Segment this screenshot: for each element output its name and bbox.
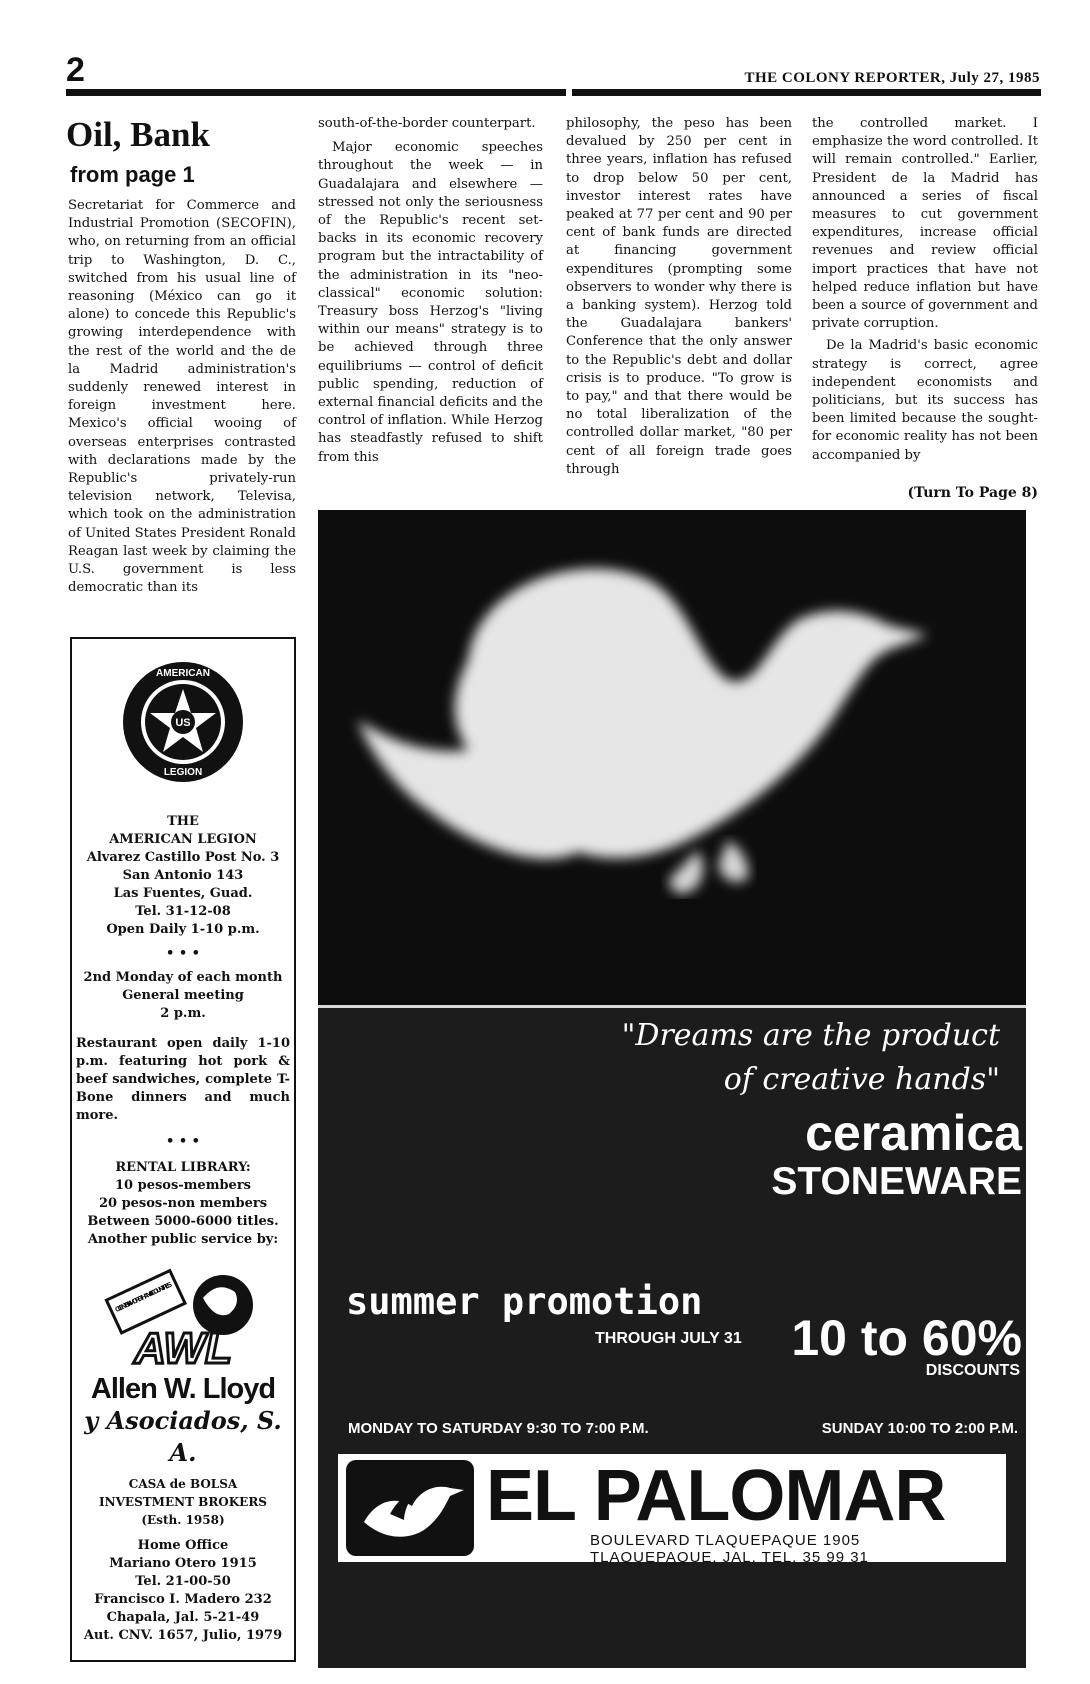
legion-line-12: RENTAL LIBRARY: (115, 1160, 251, 1175)
awl-addr2: Francisco I. Madero 232 (94, 1592, 272, 1607)
seal-center: US (175, 717, 191, 729)
weekday-hours: MONDAY TO SATURDAY 9:30 TO 7:00 P.M. (348, 1420, 649, 1437)
discount-percent: 10 to 60% (791, 1310, 1022, 1366)
awl-logo-text: AWL (134, 1324, 232, 1373)
column-4-text-2: De la Madrid's basic economic strategy is correct, agree independent economists and politicians, but its success has been limited because the sought-for economic reality has not been accompanied by (812, 338, 1038, 463)
awl-tel: Tel. 21-00-50 (135, 1574, 231, 1589)
legion-line-1: THE (167, 814, 199, 829)
sunday-hours: SUNDAY 10:00 TO 2:00 P.M. (821, 1420, 1018, 1437)
ceramica-heading: ceramica (805, 1105, 1022, 1161)
legion-line-11: Restaurant open daily 1-10 p.m. featuring hot pork & beef sandwiches, complete T-Bone dinners and much more. (76, 1036, 290, 1123)
discounts-label: DISCOUNTS (925, 1362, 1020, 1379)
seal-top-text: AMERICAN (156, 668, 210, 679)
legion-line-2: AMERICAN LEGION (109, 832, 257, 847)
el-palomar-address-2: TLAQUEPAQUE, JAL. TEL. 35 99 31 (590, 1549, 869, 1566)
legion-separator-2: • • • (166, 1134, 200, 1149)
article-column-3 (566, 115, 792, 479)
page-number: 2 (66, 51, 85, 89)
column-4-text-1: the controlled market. I emphasize the word controlled. It will remain controlled." Earlier, President de la Madrid has announced a series of fiscal measures to cut government expenditures, increase official revenues and review official import practices that have not helped reduce inflation but have been a source of government and private corruption. (812, 116, 1038, 332)
awl-addr3: Chapala, Jal. 5-21-49 (106, 1610, 260, 1625)
seal-bottom-text: LEGION (163, 767, 203, 778)
awl-tag: CLIENTS IN MORE THAN 40 COUNTRIES (114, 1281, 174, 1314)
header-rule (66, 89, 1041, 96)
legion-line-3: Alvarez Castillo Post No. 3 (86, 850, 280, 865)
through-date: THROUGH JULY 31 (595, 1330, 742, 1347)
legion-line-7: Open Daily 1-10 p.m. (106, 922, 260, 937)
dove-photo (318, 510, 1026, 1008)
quote-line-2: of creative hands" (723, 1062, 1000, 1097)
american-legion-box (70, 637, 296, 1662)
summer-promotion: summer promotion (346, 1280, 703, 1323)
awl-logo-icon (83, 1263, 283, 1373)
column-2-text-1: south-of-the-border counterpart. (318, 116, 536, 131)
awl-casa: CASA de BOLSA (128, 1477, 238, 1491)
legion-separator-1: • • • (166, 946, 200, 961)
column-2-text-2: Major economic speeches throughout the week — in Guadalajara and elsewhere — stressed not only the seriousness of the Republic's recent set-backs in its economic recovery program but the intractability of the administration in its "neo-classical" economic solution: Treasury boss Herzog's "living within our means" strategy is to be achieved through three equilibriums — control of deficit public spending, reduction of external financial deficits and the control of inflation. While Herzog has steadfastly refused to shift from this (318, 140, 543, 465)
header-rule-gap (566, 89, 572, 96)
running-head: THE COLONY REPORTER, July 27, 1985 (744, 70, 1040, 86)
el-palomar-address-1: BOULEVARD TLAQUEPAQUE 1905 (590, 1532, 861, 1549)
article-column-1 (68, 197, 296, 597)
article-column-4 (812, 115, 1038, 465)
american-legion-seal-icon (120, 659, 246, 785)
dove-sculpture-icon (318, 510, 1026, 1005)
headline: Oil, Bank (66, 115, 210, 154)
legion-line-8: 2nd Monday of each month (83, 970, 283, 985)
legion-line-16: Another public service by: (87, 1232, 279, 1247)
legion-line-13: 10 pesos-members (115, 1178, 251, 1193)
legion-line-5: Las Fuentes, Guad. (113, 886, 253, 901)
subhead: from page 1 (70, 162, 195, 187)
awl-addr1: Mariano Otero 1915 (109, 1556, 257, 1571)
awl-aut: Aut. CNV. 1657, Julio, 1979 (83, 1628, 283, 1643)
awl-name: Allen W. Lloyd (90, 1373, 276, 1405)
legion-line-10: 2 p.m. (160, 1006, 206, 1021)
legion-line-9: General meeting (122, 988, 244, 1003)
ad-quote (300, 1014, 1000, 1102)
awl-script: y Asociados, S. A. (84, 1406, 282, 1467)
el-palomar-brand: EL PALOMAR (486, 1456, 946, 1536)
quote-line-1: "Dreams are the product (621, 1018, 1000, 1053)
article-column-2 (318, 115, 543, 467)
legion-line-6: Tel. 31-12-08 (135, 904, 231, 919)
dove-logo-icon (346, 1460, 474, 1556)
column-1-text: Secretariat for Commerce and Industrial Promotion (SECOFIN), who, on returning from an official trip to Washington, D. C., switched from his usual line of reasoning (México can go it alone) to concede this Republic's growing interdependence with the rest of the world and the de la Madrid administration's suddenly renewed interest in foreign investment here. Mexico's official wooing of overseas enterprises contrasted with declarations made by the Republic's privately-run television network, Televisa, which took on the administration of United States President Ronald Reagan last week by claiming the U.S. government is less democratic than its (68, 198, 296, 596)
awl-esth: (Esth. 1958) (141, 1513, 225, 1527)
legion-line-4: San Antonio 143 (122, 868, 244, 883)
continued-line: (Turn To Page 8) (907, 485, 1038, 501)
awl-home: Home Office (137, 1538, 229, 1553)
legion-line-14: 20 pesos-non members (98, 1196, 268, 1211)
stoneware-heading: STONEWARE (771, 1160, 1022, 1203)
awl-brokers: INVESTMENT BROKERS (99, 1495, 267, 1509)
column-3-text: philosophy, the peso has been devalued by 250 per cent in three years, inflation has refused to drop below 50 per cent, investor interest rates have peaked at 77 per cent and 90 per cent of bank funds are directed at financing government expenditures (prompting some observers to wonder why there is a banking system). Herzog told the Guadalajara bankers' Conference that the only answer to the Republic's debt and dollar crisis is to produce. "To grow is to pay," and that there would be no total liberalization of the controlled dollar market, "80 per cent of all foreign trade goes through (566, 116, 792, 477)
legion-line-15: Between 5000-6000 titles. (87, 1214, 279, 1229)
